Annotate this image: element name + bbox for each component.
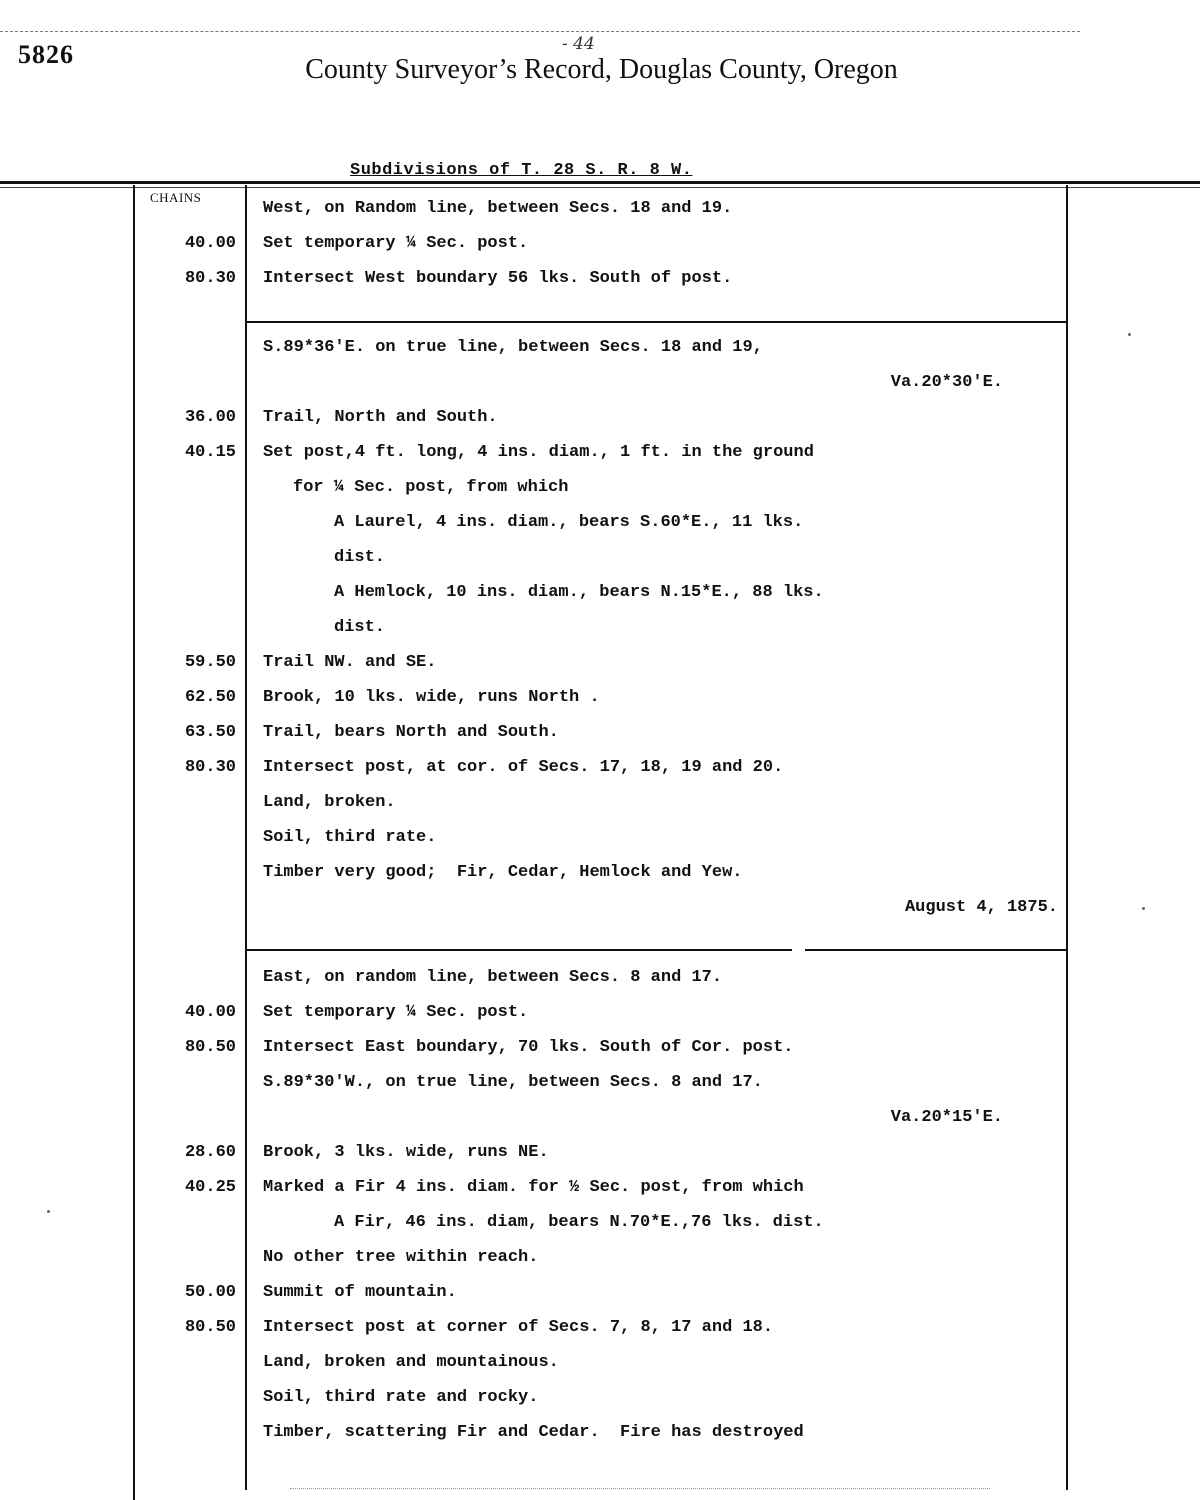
survey-note: A Laurel, 4 ins. diam., bears S.60*E., 11 lks.: [334, 513, 804, 532]
table-row: [0, 960, 1200, 995]
survey-note: East, on random line, between Secs. 8 and 17.: [263, 968, 723, 987]
table-row: [0, 261, 1200, 296]
chain-value: 50.00: [184, 1283, 236, 1302]
survey-note: Trail, bears North and South.: [263, 723, 559, 742]
section-divider-1: [247, 321, 1067, 323]
chain-value: 80.30: [184, 758, 236, 777]
chain-value: 80.30: [184, 269, 236, 288]
survey-note: Soil, third rate.: [263, 828, 437, 847]
survey-note: dist.: [334, 548, 386, 567]
section-divider-2b: [805, 949, 1067, 951]
handwritten-page-note: - 44: [562, 34, 595, 54]
table-row: [0, 680, 1200, 715]
table-row: [0, 1030, 1200, 1065]
page-title: County Surveyor’s Record, Douglas County, Oregon: [305, 54, 898, 85]
survey-note: Summit of mountain.: [263, 1283, 457, 1302]
table-row: [0, 750, 1200, 785]
survey-note: dist.: [334, 618, 386, 637]
table-row: [0, 226, 1200, 261]
survey-note: Va.20*15'E.: [890, 1108, 1003, 1127]
survey-note: Soil, third rate and rocky.: [263, 1388, 539, 1407]
chain-value: 40.15: [184, 443, 236, 462]
table-row: [0, 505, 1200, 540]
table-row: [0, 470, 1200, 505]
survey-note: Brook, 3 lks. wide, runs NE.: [263, 1143, 549, 1162]
table-row: [0, 820, 1200, 855]
scan-speck: [1128, 333, 1131, 336]
chain-value: 40.00: [184, 1003, 236, 1022]
survey-note: Intersect East boundary, 70 lks. South of Cor. post.: [263, 1038, 794, 1057]
header-rule-heavy: [0, 181, 1200, 184]
table-row: [0, 890, 1200, 925]
table-row: [0, 1415, 1200, 1450]
survey-note: A Hemlock, 10 ins. diam., bears N.15*E., 88 lks.: [334, 583, 824, 602]
survey-note: Land, broken and mountainous.: [263, 1353, 559, 1372]
table-row: [0, 540, 1200, 575]
chain-value: 40.00: [184, 234, 236, 253]
table-row: [0, 575, 1200, 610]
table-row: [0, 1170, 1200, 1205]
chain-value: 80.50: [184, 1038, 236, 1057]
survey-note: No other tree within reach.: [263, 1248, 539, 1267]
survey-note: Timber, scattering Fir and Cedar. Fire has destroyed: [263, 1423, 804, 1442]
header-rule-light: [0, 187, 1200, 188]
survey-note: Va.20*30'E.: [890, 373, 1003, 392]
survey-note: Intersect post, at cor. of Secs. 17, 18, 19 and 20.: [263, 758, 784, 777]
survey-note: Set temporary ¼ Sec. post.: [263, 1003, 529, 1022]
survey-note: West, on Random line, between Secs. 18 and 19.: [263, 199, 733, 218]
table-row: [0, 785, 1200, 820]
table-row: [0, 330, 1200, 365]
survey-note: Set temporary ¼ Sec. post.: [263, 234, 529, 253]
survey-note: Trail, North and South.: [263, 408, 498, 427]
table-row: [0, 855, 1200, 890]
survey-note: Set post,4 ft. long, 4 ins. diam., 1 ft. in the ground: [263, 443, 814, 462]
chain-value: 40.25: [184, 1178, 236, 1197]
page-number: 5826: [18, 40, 74, 69]
chain-value: 80.50: [184, 1318, 236, 1337]
survey-note: for ¼ Sec. post, from which: [293, 478, 569, 497]
footer-scan-dots: [290, 1488, 990, 1489]
top-scan-rule: [0, 31, 1080, 32]
table-row: [0, 1065, 1200, 1100]
survey-note: Timber very good; Fir, Cedar, Hemlock and Yew.: [263, 863, 743, 882]
table-row: [0, 610, 1200, 645]
scan-speck: [1142, 907, 1145, 910]
table-row: [0, 715, 1200, 750]
table-row: [0, 1275, 1200, 1310]
page-subtitle: Subdivisions of T. 28 S. R. 8 W.: [350, 161, 693, 180]
section-divider-2a: [247, 949, 792, 951]
chain-value: 36.00: [184, 408, 236, 427]
table-row: [0, 645, 1200, 680]
survey-note: Trail NW. and SE.: [263, 653, 437, 672]
chain-value: 62.50: [184, 688, 236, 707]
chain-value: 59.50: [184, 653, 236, 672]
survey-note: Brook, 10 lks. wide, runs North .: [263, 688, 600, 707]
survey-note: Land, broken.: [263, 793, 396, 812]
table-row: [0, 435, 1200, 470]
survey-note: Intersect post at corner of Secs. 7, 8, 17 and 18.: [263, 1318, 774, 1337]
table-row: [0, 1380, 1200, 1415]
table-row: [0, 1205, 1200, 1240]
table-row: [0, 1345, 1200, 1380]
survey-note: August 4, 1875.: [904, 898, 1058, 917]
survey-note: S.89*30'W., on true line, between Secs. 8 and 17.: [263, 1073, 763, 1092]
chain-value: 63.50: [184, 723, 236, 742]
table-row: [0, 1240, 1200, 1275]
scan-speck: [47, 1210, 50, 1213]
table-row: [0, 1100, 1200, 1135]
survey-note: A Fir, 46 ins. diam, bears N.70*E.,76 lks. dist.: [334, 1213, 824, 1232]
table-row: [0, 365, 1200, 400]
table-row: [0, 400, 1200, 435]
table-row: [0, 1135, 1200, 1170]
table-row: [0, 191, 1200, 226]
survey-note: Marked a Fir 4 ins. diam. for ½ Sec. post, from which: [263, 1178, 804, 1197]
table-row: [0, 1310, 1200, 1345]
table-row: [0, 995, 1200, 1030]
chains-column-header: CHAINS: [150, 190, 202, 205]
survey-note: S.89*36'E. on true line, between Secs. 18 and 19,: [263, 338, 763, 357]
chain-value: 28.60: [184, 1143, 236, 1162]
survey-note: Intersect West boundary 56 lks. South of post.: [263, 269, 733, 288]
